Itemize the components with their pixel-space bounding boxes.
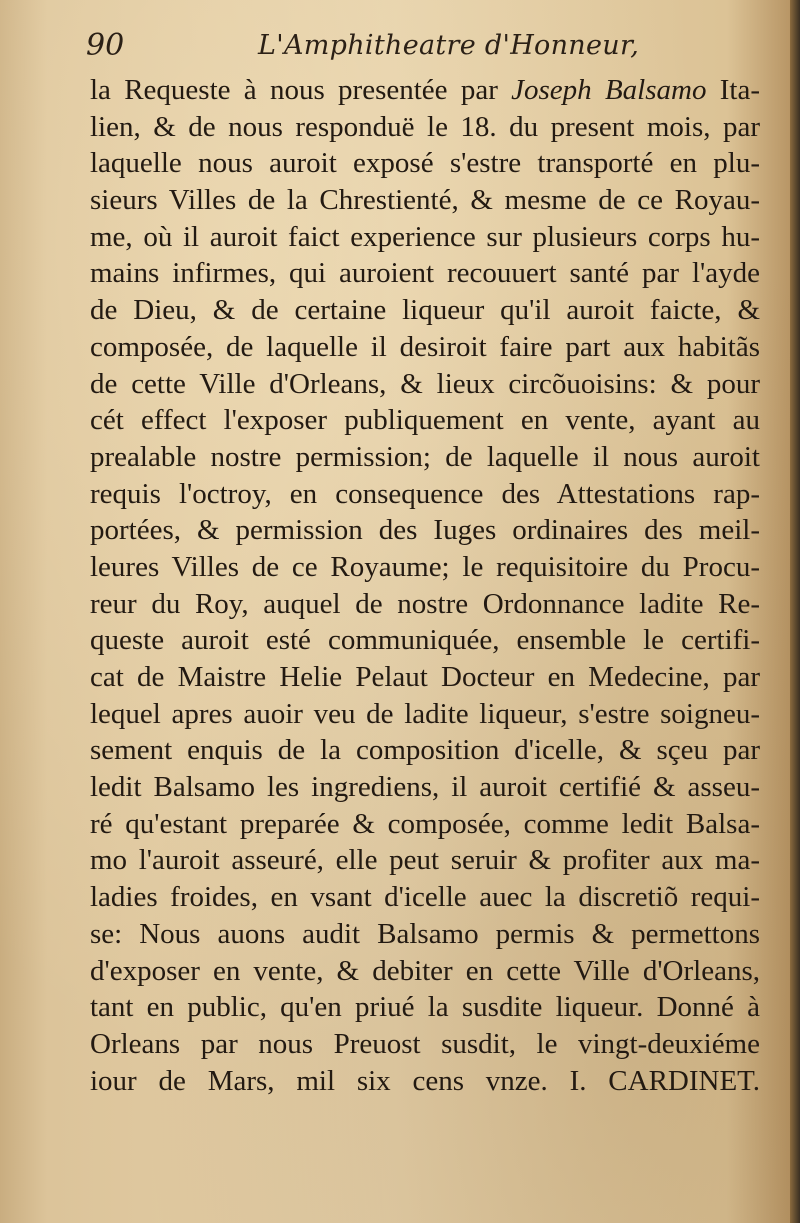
text-line: laquelle nous auroit exposé s'estre transporté en plu- [90, 147, 760, 180]
text-line: de Dieu, & de certaine liqueur qu'il auroit faicte, & [90, 294, 760, 327]
text-line: la Requeste à nous presentée par Joseph Balsamo Ita- [90, 74, 761, 106]
text-line: requis l'octroy, en consequence des Attestations rap- [90, 477, 760, 510]
text-line: composée, de laquelle il desiroit faire part aux habitãs [90, 330, 760, 363]
text-line: sement enquis de la composition d'icelle, & sçeu par [90, 734, 760, 767]
text-line: portées, & permission des Iuges ordinaires des meil- [90, 514, 760, 547]
text-line: leures Villes de ce Royaume; le requisitoire du Procu- [90, 550, 760, 583]
page-header [86, 18, 766, 68]
text-line: queste auroit esté communiquée, ensemble le certifi- [90, 624, 760, 657]
text-line: mains infirmes, qui auroient recouuert santé par l'ayde [90, 257, 760, 290]
body-text [90, 72, 760, 1099]
text-line: Orleans par nous Preuost susdit, le vingt-deuxiéme [90, 1027, 760, 1060]
text-line: cat de Maistre Helie Pelaut Docteur en Medecine, par [90, 661, 760, 693]
text-line: lien, & de nous responduë le 18. du present mois, par [90, 110, 760, 143]
page-number: 90 [86, 28, 125, 63]
text-line: se: Nous auons audit Balsamo permis & permettons [90, 917, 760, 950]
text-line: ledit Balsamo les ingrediens, il auroit certifié & asseu- [90, 771, 760, 804]
text-line: de cette Ville d'Orleans, & lieux circõuoisins: & pour [90, 367, 760, 400]
italic-name: Joseph Balsamo [511, 74, 707, 106]
text-line: reur du Roy, auquel de nostre Ordonnance ladite Re- [90, 587, 760, 620]
text-line: tant en public, qu'en priué la susdite liqueur. Donné à [90, 991, 760, 1024]
text-line: mo l'auroit asseuré, elle peut seruir & profiter aux ma- [90, 844, 760, 877]
text-line: prealable nostre permission; de laquelle il nous auroit [90, 440, 760, 473]
page-edge-shadow [790, 0, 800, 1223]
text-line: lequel apres auoir veu de ladite liqueur, s'estre soigneu- [90, 697, 760, 730]
text-line: me, où il auroit faict experience sur plusieurs corps hu- [90, 220, 760, 253]
text-line: sieurs Villes de la Chrestienté, & mesme de ce Royau- [90, 184, 760, 217]
text-line-signature: iour de Mars, mil six cens vnze. I. CARDINET. [90, 1064, 760, 1097]
text-line: cét effect l'exposer publiquement en vente, ayant au [90, 404, 760, 437]
running-title: L'Amphitheatre d'Honneur, [258, 30, 640, 61]
text-line: d'exposer en vente, & debiter en cette Ville d'Orleans, [90, 954, 760, 987]
text-line: ré qu'estant preparée & composée, comme ledit Balsa- [90, 807, 760, 840]
text-line: ladies froides, en vsant d'icelle auec la discretiõ requi- [90, 881, 760, 914]
